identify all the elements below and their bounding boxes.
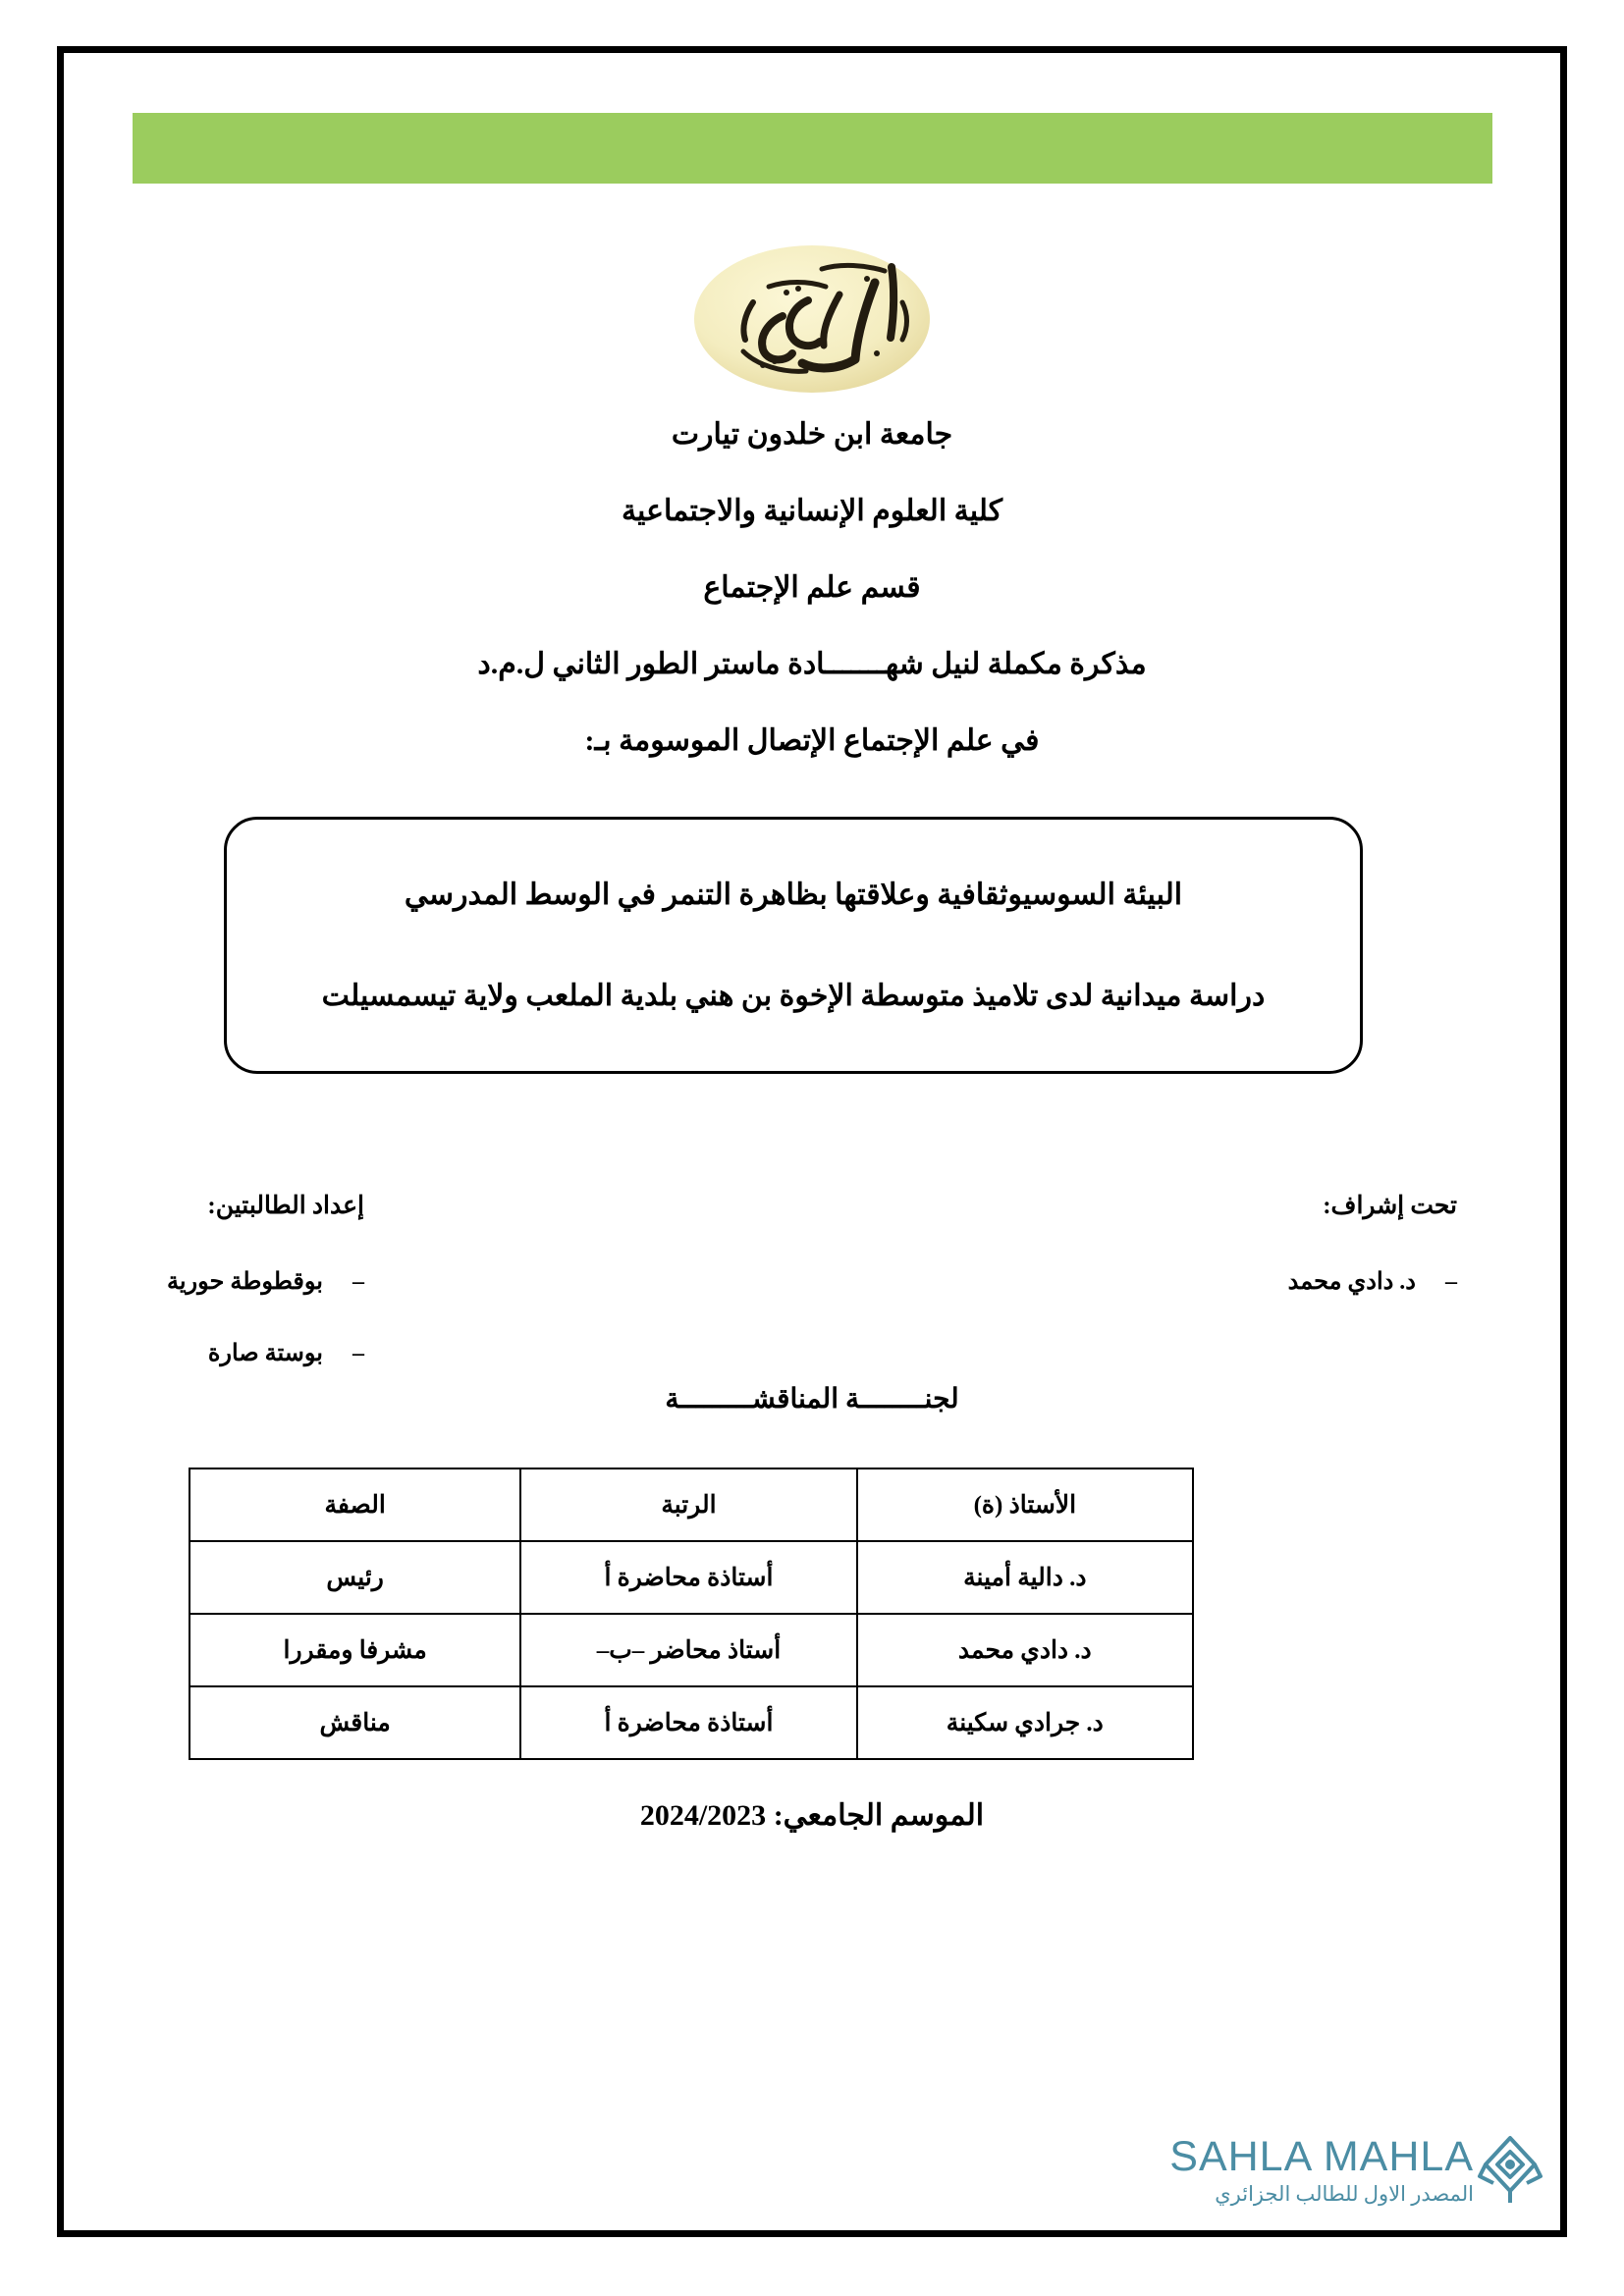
jury-name: د. جرادي سكينة: [857, 1686, 1193, 1759]
column-header-professor: الأستاذ (ة): [857, 1468, 1193, 1541]
column-header-role: الصفة: [189, 1468, 520, 1541]
author-name-1: بوقطوطة حورية: [167, 1269, 323, 1295]
jury-table: [189, 1468, 1194, 1760]
faculty-name: كلية العلوم الإنسانية والاجتماعية: [621, 495, 1003, 527]
degree-statement: مذكرة مكملة لنيل شهـــــــادة ماستر الطور الثاني ل.م.د: [477, 648, 1147, 680]
department-name: قسم علم الإجتماع: [703, 571, 921, 604]
thesis-subtitle: دراسة ميدانية لدى تلاميذ متوسطة الإخوة بن هني بلدية الملعب ولاية تيسمسيلت: [321, 980, 1266, 1012]
jury-name: د. دادي محمد: [857, 1614, 1193, 1686]
university-logo-container: [0, 243, 1624, 396]
authors-supervisor-row: [167, 1191, 1457, 1411]
academic-year: الموسم الجامعي: 2024/2023: [639, 1799, 985, 1832]
author-name-2: بوستة صارة: [207, 1341, 323, 1366]
header-text-block: [0, 420, 1624, 756]
green-header-banner: [133, 113, 1492, 184]
supervisor-item: [1288, 1267, 1457, 1296]
table-row: [189, 1541, 1193, 1614]
jury-rank: أستاذة محاضرة أ: [520, 1541, 856, 1614]
jury-rank: أستاذ محاضر –ب–: [520, 1614, 856, 1686]
jury-role: رئيس: [189, 1541, 520, 1614]
author-item: [167, 1339, 364, 1367]
sahla-mahla-watermark: [1134, 2115, 1546, 2225]
thesis-title: البيئة السوسيوثقافية وعلاقتها بظاهرة التنمر في الوسط المدرسي: [404, 878, 1183, 911]
jury-name: د. دالية أمينة: [857, 1541, 1193, 1614]
jury-role: مشرفا ومقررا: [189, 1614, 520, 1686]
table-row: [189, 1686, 1193, 1759]
supervisor-name-1: د. دادي محمد: [1287, 1269, 1416, 1295]
watermark-tagline: المصدر الاول للطالب الجزائري: [1215, 2182, 1474, 2206]
author-dash-2: –: [352, 1341, 364, 1366]
supervisor-block: [1288, 1191, 1457, 1339]
supervisor-dash-1: –: [1445, 1269, 1457, 1295]
university-name: جامعة ابن خلدون تيارت: [671, 418, 953, 451]
thesis-title-box: [224, 817, 1363, 1074]
author-item: [167, 1267, 364, 1296]
column-header-rank: الرتبة: [520, 1468, 856, 1541]
sahla-mahla-diamond-logo-icon: [1474, 2132, 1546, 2209]
authors-heading: إعداد الطالبتين:: [207, 1193, 364, 1219]
jury-role: مناقش: [189, 1686, 520, 1759]
jury-rank: أستاذة محاضرة أ: [520, 1686, 856, 1759]
authors-block: [167, 1191, 364, 1411]
committee-heading: لجنــــــــة المناقشـــــــــة: [665, 1384, 959, 1415]
watermark-text: [1169, 2133, 1474, 2206]
author-dash-1: –: [352, 1269, 364, 1295]
ibn-khaldoun-seal-icon: [692, 243, 933, 396]
specialty-statement: في علم الإجتماع الإتصال الموسومة بـ:: [584, 724, 1040, 757]
table-row: [189, 1614, 1193, 1686]
supervisor-heading: تحت إشراف:: [1323, 1193, 1457, 1219]
table-header-row: [189, 1468, 1193, 1541]
jury-table-container: [189, 1468, 1194, 1760]
watermark-brand: SAHLA MAHLA: [1169, 2133, 1474, 2180]
